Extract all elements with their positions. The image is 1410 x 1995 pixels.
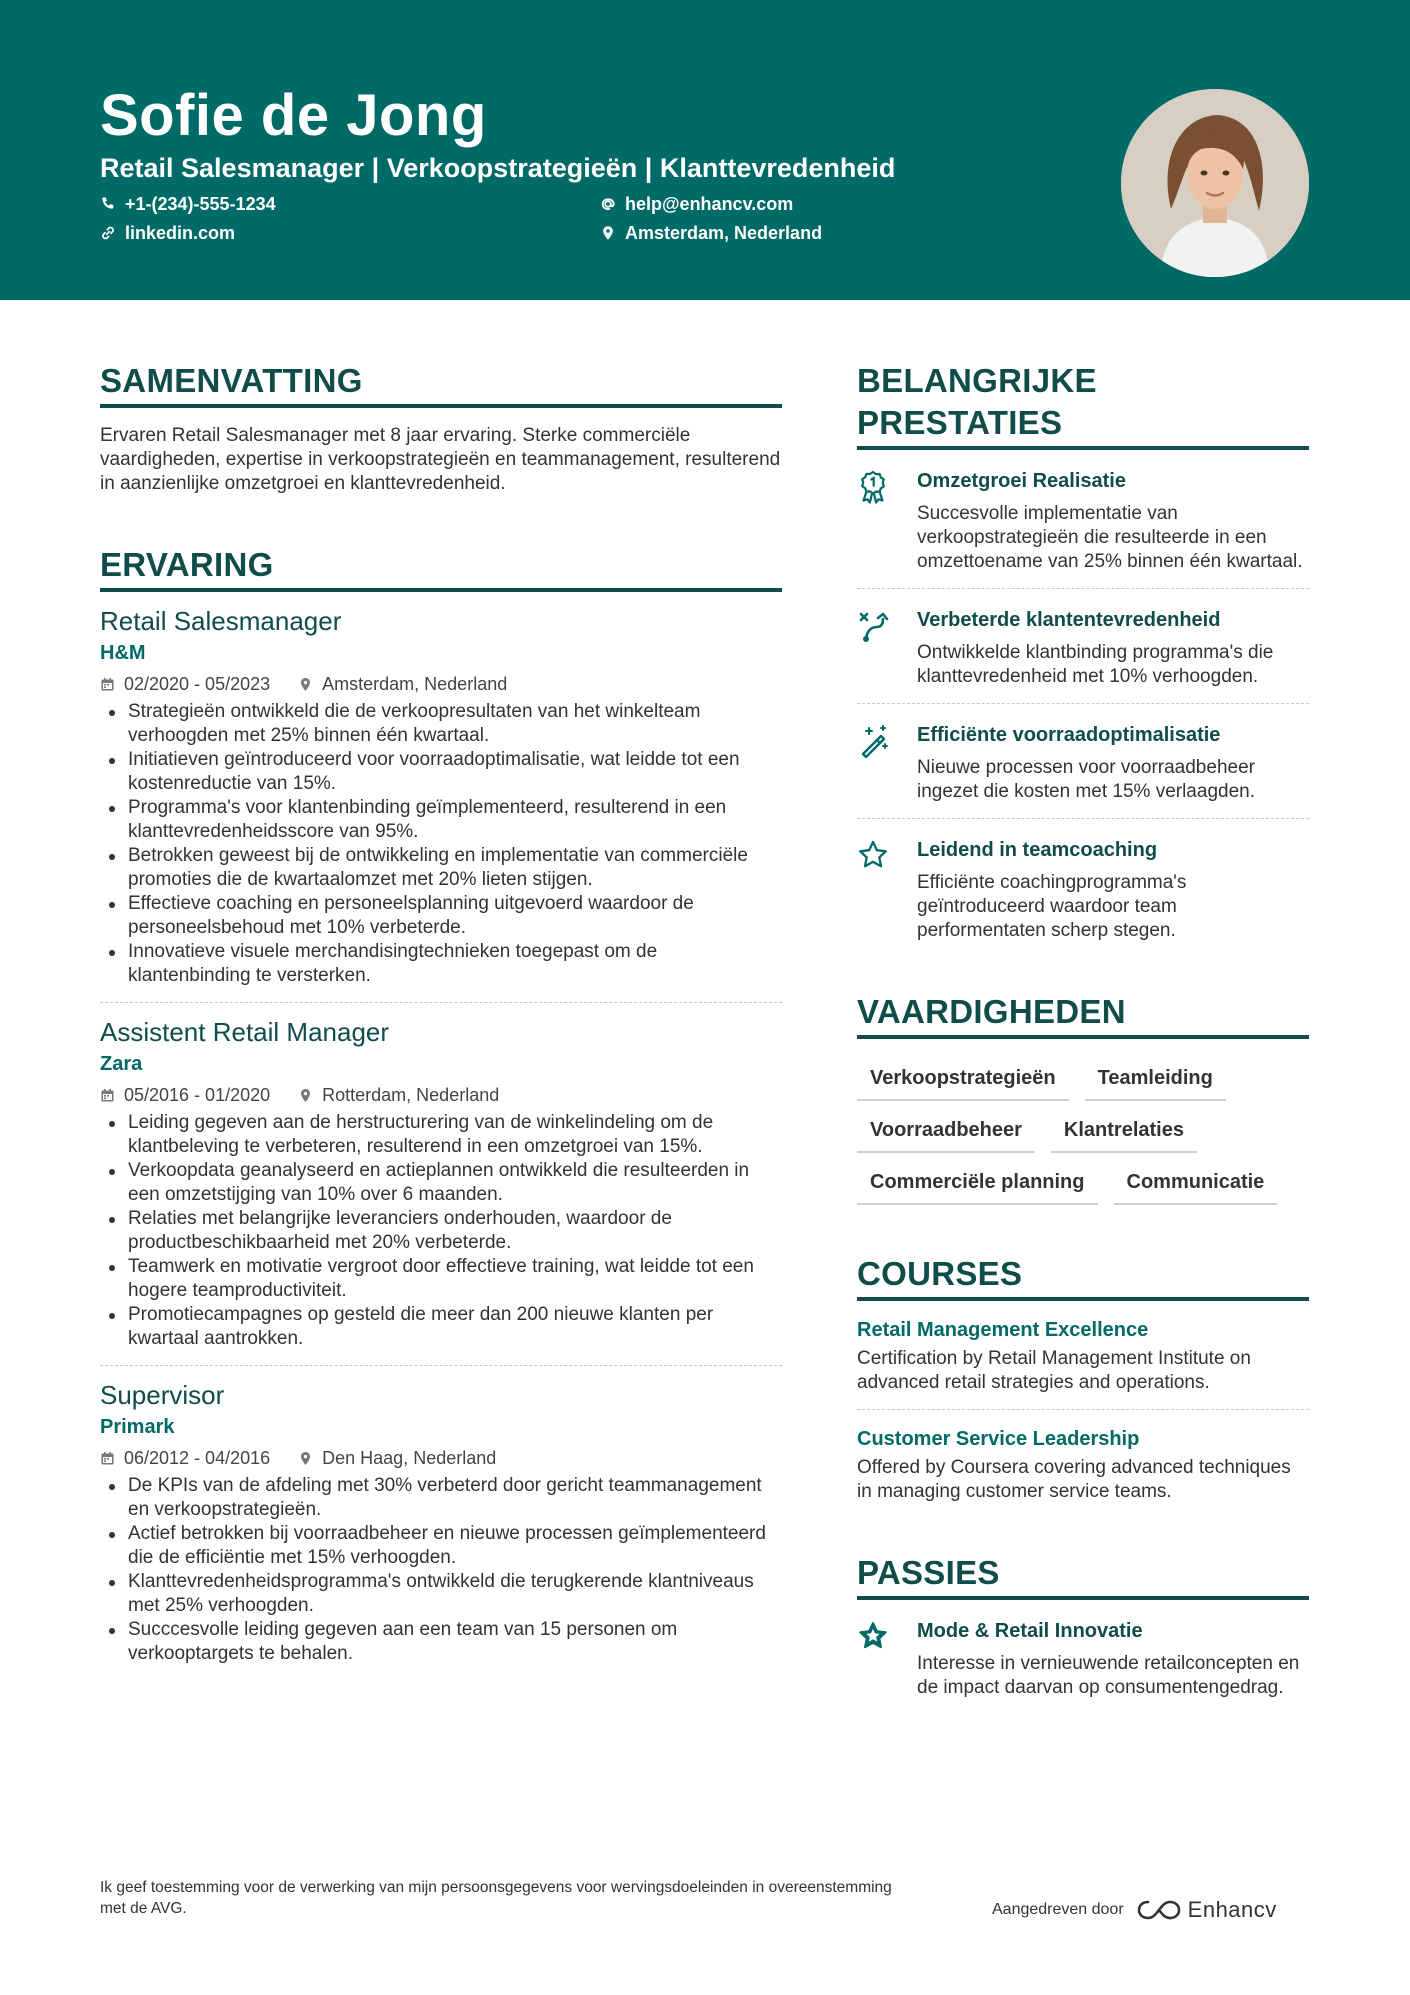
passion-title: Mode & Retail Innovatie <box>917 1620 1143 1642</box>
calendar-icon <box>100 677 115 692</box>
course-title: Retail Management Excellence <box>857 1319 1149 1341</box>
courses-section <box>857 1253 1309 1504</box>
job-bullet: Promotiecampagnes op gesteld die meer dan 200 nieuwe klanten per kwartaal aantrokken. <box>100 1303 782 1351</box>
star-outline-icon <box>857 839 889 873</box>
course-description: Certification by Retail Management Institute on advanced retail strategies and operations. <box>857 1348 1251 1393</box>
consent-note: Ik geef toestemming voor de verwerking van mijn persoonsgegevens voor wervingsdoeleinden in overeenstemming met de AVG. <box>100 1879 892 1917</box>
job-bullet: Leiding gegeven aan de herstructurering van de winkelindeling om de klantbeleving te verbeteren, resulterend in een omzetgroei van 15%. <box>100 1111 782 1159</box>
achievement-description: Ontwikkelde klantbinding programma's die klanttevredenheid met 10% verhoogden. <box>917 642 1274 687</box>
job-entry <box>100 1015 782 1366</box>
achievement-title: Efficiënte voorraadoptimalisatie <box>917 724 1221 746</box>
job-dates: 05/2016 - 01/2020 <box>124 1085 271 1105</box>
job-bullet: Innovatieve visuele merchandisingtechnieken toegepast om de klantenbinding te versterken. <box>100 940 782 988</box>
left-column <box>100 360 782 1666</box>
job-meta <box>100 1083 782 1107</box>
skill-tag: Klantrelaties <box>1051 1105 1197 1153</box>
job-title: Supervisor <box>100 1380 225 1410</box>
powered-by-label: Aangedreven door <box>992 1901 1124 1918</box>
job-bullet: De KPIs van de afdeling met 30% verbeterd door gericht teammanagement en verkoopstrategieën. <box>100 1474 782 1522</box>
contact-email-text[interactable]: help@enhancv.com <box>625 194 794 214</box>
job-location: Amsterdam, Nederland <box>322 674 508 694</box>
job-bullets <box>100 700 782 988</box>
profile-photo <box>1121 89 1309 277</box>
job-bullet: Teamwerk en motivatie vergroot door effectieve training, wat leidde tot een hogere teamproductiviteit. <box>100 1255 782 1303</box>
at-sign-icon <box>600 196 616 212</box>
job-bullet: Verkoopdata geanalyseerd en actieplannen ontwikkeld die resulteerden in een omzetstijging van 10% over 6 maanden. <box>100 1159 782 1207</box>
job-location: Rotterdam, Nederland <box>322 1085 500 1105</box>
job-bullet: Succcesvolle leiding gegeven aan een team van 15 personen om verkooptargets te behalen. <box>100 1618 782 1666</box>
job-bullet: Actief betrokken bij voorraadbeheer en nieuwe processen geïmplementeerd die de efficiëntie met 15% verhoogden. <box>100 1522 782 1570</box>
summary-heading: SAMENVATTING <box>100 360 782 408</box>
job-bullet: Programma's voor klantenbinding geïmplementeerd, resulterend in een klanttevredenheidsscore van 95%. <box>100 796 782 844</box>
location-pin-icon <box>600 225 616 241</box>
location-pin-icon <box>298 1451 313 1466</box>
location-pin-icon <box>298 677 313 692</box>
achievement-description: Nieuwe processen voor voorraadbeheer ingezet die kosten met 15% verlaagden. <box>917 757 1255 802</box>
achievement-title: Verbeterde klantentevredenheid <box>917 609 1221 631</box>
achievement-item <box>857 819 1309 943</box>
calendar-icon <box>100 1451 115 1466</box>
phone-icon <box>100 196 116 212</box>
company-name: H&M <box>100 642 146 664</box>
link-icon <box>100 225 116 241</box>
job-bullet: Strategieën ontwikkeld die de verkoopresultaten van het winkelteam verhoogden met 25% binnen één kwartaal. <box>100 700 782 748</box>
divider <box>100 1002 782 1003</box>
achievement-title: Leidend in teamcoaching <box>917 839 1158 861</box>
job-dates: 06/2012 - 04/2016 <box>124 1448 271 1468</box>
job-meta <box>100 1446 782 1470</box>
course-item <box>857 1301 1309 1395</box>
right-column <box>857 360 1309 1700</box>
skill-tag: Commerciële planning <box>857 1157 1098 1205</box>
passions-heading: PASSIES <box>857 1552 1309 1600</box>
job-meta <box>100 672 782 696</box>
achievement-title: Omzetgroei Realisatie <box>917 470 1126 492</box>
job-title: Retail Salesmanager <box>100 606 342 636</box>
achievement-description: Succesvolle implementatie van verkoopstrategieën die resulteerde in een omzettoename van 25% binnen één kwartaal. <box>917 503 1303 572</box>
contact-location-text: Amsterdam, Nederland <box>625 223 823 243</box>
location-pin-icon <box>298 1088 313 1103</box>
course-item <box>857 1410 1309 1504</box>
experience-section <box>100 544 782 1666</box>
achievement-description: Efficiënte coachingprogramma's geïntroduceerd waardoor team performentaten scherp stegen. <box>917 872 1187 941</box>
course-title: Customer Service Leadership <box>857 1428 1140 1450</box>
brand-name[interactable]: Enhancv <box>1187 1897 1277 1922</box>
contact-phone <box>100 192 276 216</box>
job-bullet: Initiatieven geïntroduceerd voor voorraadoptimalisatie, wat leidde tot een kostenreductie van 15%. <box>100 748 782 796</box>
job-location: Den Haag, Nederland <box>322 1448 497 1468</box>
candidate-headline: Retail Salesmanager | Verkoopstrategieën | Klanttevredenheid <box>100 153 896 183</box>
passion-description: Interesse in vernieuwende retailconcepten en de impact daarvan op consumentengedrag. <box>917 1653 1300 1698</box>
divider <box>100 1365 782 1366</box>
candidate-name: Sofie de Jong <box>100 83 487 148</box>
summary-text: Ervaren Retail Salesmanager met 8 jaar ervaring. Sterke commerciële vaardigheden, expertise in verkoopstrategieën en teammanagement, resulterend in aanzienlijke omzetgroei en klanttevredenheid. <box>100 425 781 494</box>
powered-by <box>992 1898 1277 1922</box>
passion-item <box>857 1600 1309 1700</box>
skills-list <box>857 1049 1309 1205</box>
contact-linkedin-text[interactable]: linkedin.com <box>125 223 236 243</box>
skill-tag: Verkoopstrategieën <box>857 1053 1069 1101</box>
job-bullet: Betrokken geweest bij de ontwikkeling en implementatie van commerciële promoties die de kwartaalomzet met 20% lieten stijgen. <box>100 844 782 892</box>
route-growth-icon <box>857 609 889 643</box>
contact-location <box>600 221 822 245</box>
resume-header <box>0 0 1410 300</box>
achievement-item <box>857 450 1309 574</box>
achievement-item <box>857 589 1309 689</box>
skill-tag: Voorraadbeheer <box>857 1105 1035 1153</box>
contact-email[interactable] <box>600 192 793 216</box>
star-solid-icon <box>857 1620 889 1654</box>
enhancv-logo-icon <box>1136 1898 1182 1922</box>
calendar-icon <box>100 1088 115 1103</box>
job-bullets <box>100 1111 782 1351</box>
job-entry <box>100 1378 782 1666</box>
job-dates: 02/2020 - 05/2023 <box>124 674 271 694</box>
achievements-section <box>857 360 1309 943</box>
achievement-item <box>857 704 1309 804</box>
company-name: Primark <box>100 1416 175 1438</box>
job-bullet: Klanttevredenheidsprogramma's ontwikkeld die terugkerende klantniveaus met 25% verhoogden. <box>100 1570 782 1618</box>
skills-heading: VAARDIGHEDEN <box>857 991 1309 1039</box>
skill-tag: Teamleiding <box>1085 1053 1226 1101</box>
course-description: Offered by Coursera covering advanced techniques in managing customer service teams. <box>857 1457 1291 1502</box>
job-bullet: Relaties met belangrijke leveranciers onderhouden, waardoor de productbeschikbaarheid met 20% verbeterde. <box>100 1207 782 1255</box>
job-bullets <box>100 1474 782 1666</box>
courses-heading: COURSES <box>857 1253 1309 1301</box>
job-title: Assistent Retail Manager <box>100 1017 390 1047</box>
job-bullet: Effectieve coaching en personeelsplanning uitgevoerd waardoor de personeelsbehoud met 10% verbeterde. <box>100 892 782 940</box>
job-entry <box>100 604 782 1003</box>
magic-wand-icon <box>857 724 889 758</box>
company-name: Zara <box>100 1053 143 1075</box>
achievements-heading: BELANGRIJKE PRESTATIES <box>857 360 1309 450</box>
experience-heading: ERVARING <box>100 544 782 592</box>
contact-linkedin[interactable] <box>100 221 235 245</box>
award-ribbon-icon <box>857 470 889 504</box>
passions-section <box>857 1552 1309 1700</box>
skill-tag: Communicatie <box>1114 1157 1278 1205</box>
skills-section <box>857 991 1309 1205</box>
profile-photo-illustration <box>1121 89 1309 277</box>
contact-phone-text: +1-(234)-555-1234 <box>125 194 276 214</box>
summary-section <box>100 360 782 496</box>
